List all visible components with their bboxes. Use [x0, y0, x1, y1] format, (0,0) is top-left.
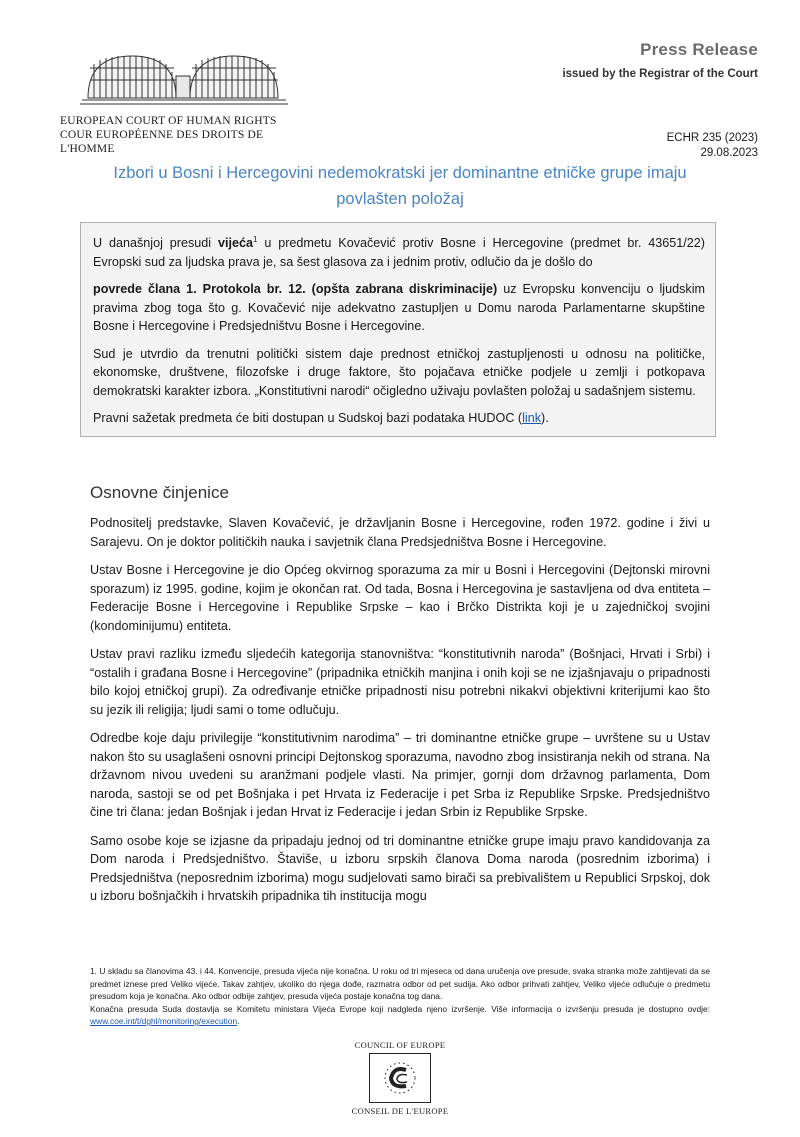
execution-link[interactable]: www.coe.int/t/dghl/monitoring/execution	[90, 1016, 238, 1026]
footnote	[90, 965, 710, 1028]
court-name-fr: COUR EUROPÉENNE DES DROITS DE L'HOMME	[60, 129, 264, 155]
hudoc-link[interactable]: link	[522, 411, 542, 426]
summary-box	[80, 222, 716, 437]
footnote-paragraph: 1. U skladu sa članovima 43. i 44. Konvencije, presuda vijeća nije konačna. U roku od tri mjeseca od dana uručenja ove presude, svaka stranka može zahtijevati da se predmet iznese pred Veliko vijeće. Takav zahtjev, ukoliko do njega dođe, razmatra odbor od pet sudija. Ako odbor prihvati zahtjev, Veliko vijeće odlučuje o predmetu presudom koja je konačna. Ako odbor odbije zahtjev, presuda vijeća postaje konačna tog dana.	[90, 966, 710, 1001]
court-logo	[60, 42, 310, 156]
body-text	[90, 514, 710, 916]
footnote-paragraph: Konačna presuda Suda dostavlja se Komitetu ministara Vijeća Evrope koji nadgleda njeno izvršenje. Više informacija o izvršenju presuda je dostupno ovdje: www.coe.int/t/dghl/monitoring/execution.	[90, 1003, 710, 1026]
body-paragraph: Podnositelj predstavke, Slaven Kovačević, je državljanin Bosne i Hercegovine, rođen 1972. godine i živi u Sarajevu. On je doktor političkih nauka i savjetnik člana Predsjedništva Bosne i Hercegovine.	[90, 516, 710, 549]
body-paragraph: Ustav Bosne i Hercegovine je dio Općeg okvirnog sporazuma za mir u Bosni i Hercegovini (Dejtonski mirovni sporazum) iz 1995. godine, kojim je okončan rat. Od tada, Bosna i Hercegovina je sastavljena od dva entiteta – Federacije Bosne i Hercegovine i Republike Srpske – kao i Brčko Distrikta koji je u zajedničkoj svojini (kondominijumu) entiteta.	[90, 563, 710, 633]
headline: Izbori u Bosni i Hercegovini nedemokratski jer dominantne etničke grupe imaju povlašten položaj	[113, 164, 687, 208]
summary-paragraph: Sud je utvrdio da trenutni politički sistem daje prednost etničkoj zastupljenosti u odnosu na političke, ekonomske, društvene, filozofske i druge faktore, što pojačava etničke podjele u zemlji i potkopava demokratski karakter izbora. „Konstitutivni narodi“ očigledno uživaju povlašten položaj u sadašnjem sistemu.	[93, 346, 705, 398]
body-paragraph: Samo osobe koje se izjasne da pripadaju jednoj od tri dominantne etničke grupe imaju pravo kandidovanja za Dom naroda i Predsjedništvo. Štaviše, u izboru srpskih članova Doma naroda (posrednim izborima) i Predsjedništva (neposrednim izborima) mogu sudjelovati samo birači sa prebivalištem u Republici Srpskoj, dok u izboru bošnjačkih i hrvatskih pripadnika tih institucija mogu	[90, 833, 710, 903]
release-date: 29.08.2023	[700, 147, 758, 159]
summary-paragraph: Pravni sažetak predmeta će biti dostupan u Sudskoj bazi podataka HUDOC (link).	[93, 411, 549, 426]
court-building-icon	[80, 42, 290, 110]
press-release-title: Press Release	[640, 40, 758, 59]
footnote-ref: 1	[252, 235, 258, 244]
council-label-en: COUNCIL OF EUROPE	[354, 1040, 446, 1050]
council-of-europe-logo	[335, 1040, 465, 1116]
section-title: Osnovne činjenice	[90, 483, 229, 502]
council-label-fr: CONSEIL DE L'EUROPE	[351, 1106, 449, 1116]
summary-paragraph: U današnjoj presudi vijeća$^1$ u predmetu Kovačević protiv Bosne i Hercegovine (predmet br. 43651/22) Evropski sud za ljudska prava je, sa šest glasova za i jednim protiv, odlučio da je došlo do	[93, 235, 705, 269]
issued-by: issued by the Registrar of the Court	[562, 68, 758, 80]
council-of-europe-emblem-icon	[380, 1058, 420, 1098]
court-name-en: EUROPEAN COURT OF HUMAN RIGHTS	[60, 115, 277, 127]
body-paragraph: Odredbe koje daju privilegije “konstitutivnim narodima” – tri dominantne etničke grupe – uvrštene su u Ustav nakon što su usaglašeni osnovni principi Dejtonskog sporazuma, navodno zbog insistiranja nekih od strana. Na državnom nivou uvedeni su aranžmani podjele vlasti. Na primjer, gornji dom državnog parlamenta, Dom naroda, sastoji se od pet Bošnjaka i pet Hrvata iz Federacije i pet Srba iz Republike Srpske. Predsjedništvo čine tri člana: jedan Bošnjak i jedan Hrvat iz Federacije i jedan Srbin iz Republike Srpske.	[90, 731, 710, 819]
press-release-header	[562, 40, 758, 80]
body-paragraph: Ustav pravi razliku između sljedećih kategorija stanovništva: “konstitutivnih naroda” (Bošnjaci, Hrvati i Srbi) i “ostalih i građana Bosne i Hercegovine” (pripadnika etničkih manjina i onih koji se ne izjašnjavaju o pripadnosti bilo kojoj etničkoj grupi). Za određivanje etničke pripadnosti nisu potrebni nikakvi objektivni kriterijumi kao što su jezik ili religija; ljudi sami o tome odlučuju.	[90, 647, 710, 717]
reference-block	[667, 131, 758, 161]
summary-paragraph: povrede člana 1. Protokola br. 12. (opšta zabrana diskriminacije) uz Evropsku konvenciju o ljudskim pravima zbog toga što g. Kovačević nije adekvatno zastupljen u Domu naroda Parlamentarne skupštine Bosne i Hercegovine i Predsjedništvu Bosne i Hercegovine.	[93, 282, 705, 334]
reference-number: ECHR 235 (2023)	[666, 132, 758, 144]
